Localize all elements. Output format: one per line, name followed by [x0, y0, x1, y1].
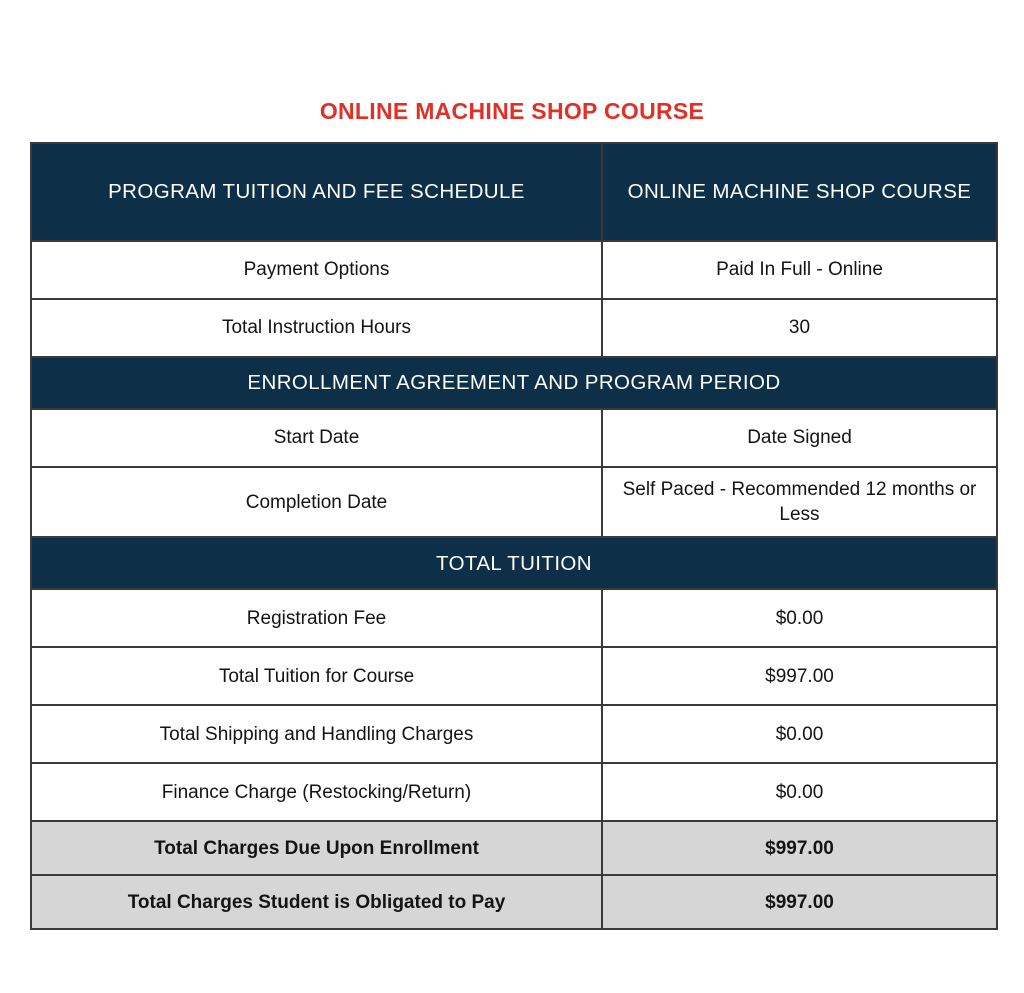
row-label: Total Tuition for Course [31, 647, 602, 705]
row-value: 30 [602, 299, 997, 357]
row-label: Completion Date [31, 467, 602, 537]
header-cell-label: PROGRAM TUITION AND FEE SCHEDULE [31, 143, 602, 241]
row-label: Payment Options [31, 241, 602, 299]
row-value: Paid In Full - Online [602, 241, 997, 299]
row-label: Total Charges Student is Obligated to Pay [31, 875, 602, 929]
row-label: Total Instruction Hours [31, 299, 602, 357]
row-value: Self Paced - Recommended 12 months or Less [602, 467, 997, 537]
table-body [31, 143, 997, 929]
row-label: Finance Charge (Restocking/Return) [31, 763, 602, 821]
table-row [31, 299, 997, 357]
table-total-row [31, 821, 997, 875]
row-label: Registration Fee [31, 589, 602, 647]
section-label: ENROLLMENT AGREEMENT AND PROGRAM PERIOD [31, 357, 997, 409]
table-row [31, 763, 997, 821]
table-section-row [31, 537, 997, 589]
row-value: $0.00 [602, 763, 997, 821]
table-row [31, 409, 997, 467]
row-label: Total Charges Due Upon Enrollment [31, 821, 602, 875]
row-label: Start Date [31, 409, 602, 467]
table-row [31, 241, 997, 299]
table-header-row [31, 143, 997, 241]
row-value: $997.00 [602, 875, 997, 929]
table-row [31, 647, 997, 705]
table-row [31, 589, 997, 647]
table-row [31, 467, 997, 537]
table-total-row [31, 875, 997, 929]
tuition-fee-table [30, 142, 998, 930]
row-value: $0.00 [602, 589, 997, 647]
table-row [31, 705, 997, 763]
row-label: Total Shipping and Handling Charges [31, 705, 602, 763]
row-value: $997.00 [602, 647, 997, 705]
page-title: ONLINE MACHINE SHOP COURSE [319, 98, 705, 124]
row-value: Date Signed [602, 409, 997, 467]
row-value: $997.00 [602, 821, 997, 875]
header-cell-value: ONLINE MACHINE SHOP COURSE [602, 143, 997, 241]
row-value: $0.00 [602, 705, 997, 763]
section-label: TOTAL TUITION [31, 537, 997, 589]
table-section-row [31, 357, 997, 409]
